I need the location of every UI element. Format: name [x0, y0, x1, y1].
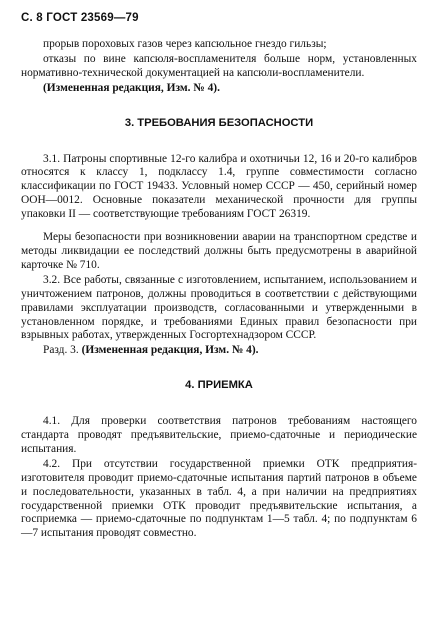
- razd-3-prefix: Разд. 3.: [43, 344, 79, 357]
- paragraph-3-2: 3.2. Все работы, связанные с изготовлением, испытанием, использованием и уничтожением патронов, должны проводиться в соответствии с действующими правилами эксплуатации производств, согласованными и утвержденными в установленном порядке, и требованиями Единых правил безопасности при взрывных работах, утвержденных Госгортехнадзором СССР.: [21, 273, 417, 342]
- text-line-gas-breakthrough: прорыв пороховых газов через капсюльное гнездо гильзы;: [43, 38, 327, 50]
- paragraph-4-2: 4.2. При отсутствии государственной приемки ОТК предприятия-изготовителя проводит приемо-сдаточные испытания партий патронов в объеме и последовательности, указанных в табл. 4, а при наличии на предприятиях государственной приемки ОТК проводит предъявительские испытания, а госприемка — приемо-сдаточные по подпунктам 1—5 табл. 4; по подпунктам 6—7 испытания проводят совместно.: [21, 457, 417, 540]
- section-4-heading: 4. ПРИЕМКА: [185, 379, 253, 392]
- paragraph-3-1-emergency: Меры безопасности при возникновении аварии на транспортном средстве и методы ликвидации ее последствий должны быть предусмотрены в аварийной карточке № 710.: [21, 231, 417, 271]
- page-header: С. 8 ГОСТ 23569—79: [21, 12, 139, 24]
- section-3-revision-note: [21, 344, 417, 358]
- paragraph-3-1: 3.1. Патроны спортивные 12-го калибра и охотничьи 12, 16 и 20-го калибров относятся к классу 1, подклассу 1.4, группе совместимости согласно классификации по ГОСТ 19433. Условный номер СССР — 450, серийный номер ООН—0012. Основные показатели механической прочности для группы упаковки II — соответствующие требованиям ГОСТ 26319.: [21, 152, 417, 221]
- paragraph-4-1: 4.1. Для проверки соответствия патронов требованиям настоящего стандарта проводят предъявительские, приемо-сдаточные и периодические испытания.: [21, 415, 417, 455]
- razd-3-revision: (Измененная редакция, Изм. № 4).: [81, 344, 259, 357]
- section-3-heading: 3. ТРЕБОВАНИЯ БЕЗОПАСНОСТИ: [124, 116, 314, 129]
- text-line-primer-failures: отказы по вине капсюля-воспламенителя больше норм, установленных нормативно-технической документацией на капсюли-воспламенители.: [21, 52, 417, 79]
- revision-note: (Измененная редакция, Изм. № 4).: [43, 81, 220, 94]
- document-body: [21, 38, 417, 542]
